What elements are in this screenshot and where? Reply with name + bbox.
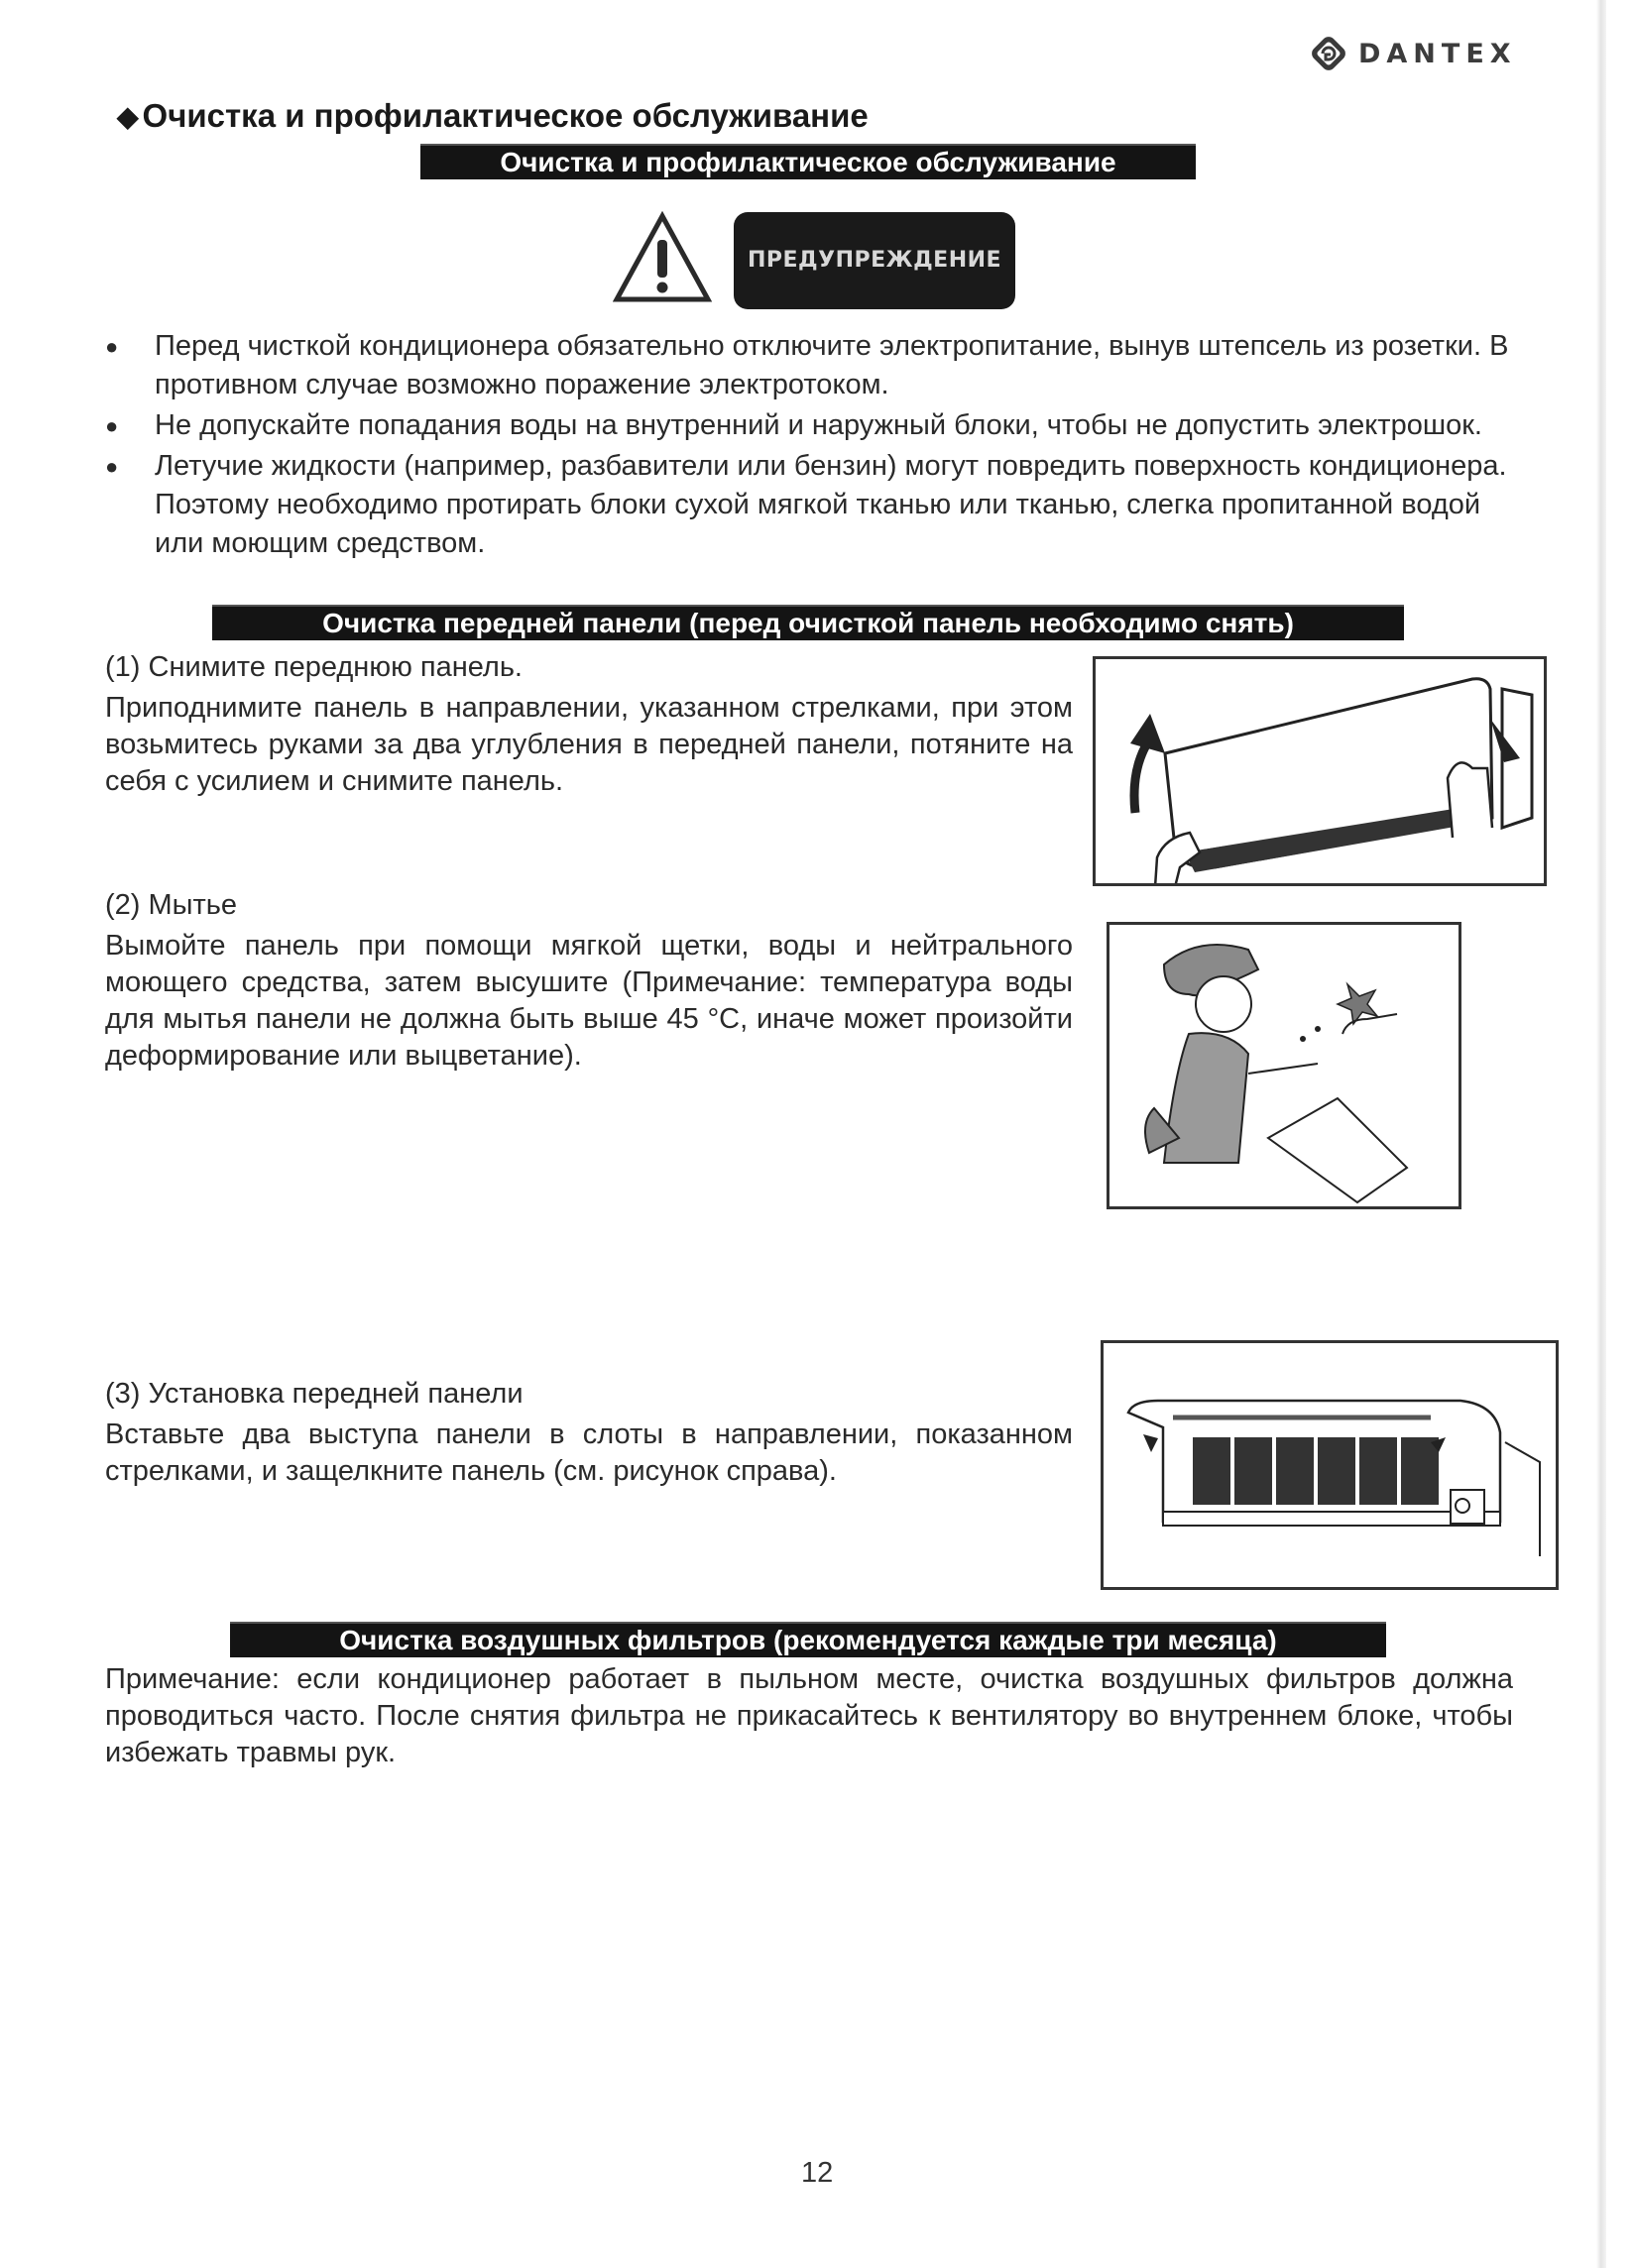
- step-heading: (3) Установка передней панели: [105, 1378, 524, 1410]
- step-heading: (2) Мытье: [105, 889, 238, 921]
- step-install-panel: [105, 1376, 1073, 1490]
- page-number: 12: [801, 2157, 834, 2189]
- dantex-logo-icon: [1307, 32, 1350, 75]
- page-title-text: Очистка и профилактическое обслуживание: [142, 97, 869, 134]
- bullet-dot-icon: ●: [105, 334, 119, 359]
- list-item: ● Перед чисткой кондиционера обязательно отключите электропитание, вынув штепсель из розетки. В противном случае возможно поражение электротоком.: [103, 327, 1511, 404]
- step-washing: [105, 887, 1073, 1075]
- warning-badge: ПРЕДУПРЕЖДЕНИЕ: [734, 212, 1015, 309]
- step-remove-panel: [105, 649, 1073, 800]
- section-bar-maintenance: Очистка и профилактическое обслуживание: [420, 144, 1196, 179]
- warning-block: [613, 210, 1015, 310]
- air-filters-note: Примечание: если кондиционер работает в пыльном месте, очистка воздушных фильтров должна проводиться часто. После снятия фильтра не прикасайтесь к вентилятору во внутреннем блоке, чтобы избежать травмы рук.: [105, 1663, 1513, 1768]
- washing-panel-illustration: [1107, 922, 1461, 1209]
- warning-list: [103, 327, 1511, 564]
- step-heading: (1) Снимите переднюю панель.: [105, 651, 523, 683]
- brand-logo: [1307, 32, 1517, 75]
- list-item: ● Летучие жидкости (например, разбавители или бензин) могут повредить поверхность кондиционера. Поэтому необходимо протирать блоки сухой мягкой тканью или тканью, слегка пропитанной водой или моющим средством.: [103, 447, 1511, 563]
- section-bar-air-filters: Очистка воздушных фильтров (рекомендуется каждые три месяца): [230, 1622, 1386, 1657]
- remove-front-panel-illustration: [1093, 656, 1547, 886]
- warning-triangle-icon: [613, 210, 712, 310]
- page-edge: [1596, 0, 1606, 2268]
- step-body: Вымойте панель при помощи мягкой щетки, воды и нейтрального моющего средства, затем высушите (Примечание: температура воды для мытья панели не должна быть выше 45 °C, иначе может произойти деформирование или выцветание).: [105, 930, 1073, 1072]
- page-title: [117, 97, 869, 135]
- brand-name: DANTEX: [1358, 38, 1517, 69]
- step-body: Приподнимите панель в направлении, указанном стрелками, при этом возьмитесь руками за два углубления в передней панели, потяните на себя с усилием и снимите панель.: [105, 692, 1073, 797]
- install-front-panel-illustration: [1101, 1340, 1559, 1590]
- section-bar-front-panel: Очистка передней панели (перед очисткой панель необходимо снять): [212, 605, 1404, 640]
- list-item: ● Не допускайте попадания воды на внутренний и наружный блоки, чтобы не допустить электрошок.: [103, 406, 1511, 445]
- bullet-dot-icon: ●: [105, 454, 119, 479]
- bullet-dot-icon: ●: [105, 413, 119, 438]
- step-body: Вставьте два выступа панели в слоты в направлении, показанном стрелками, и защелкните панель (см. рисунок справа).: [105, 1418, 1073, 1487]
- diamond-bullet-icon: ◆: [117, 100, 139, 132]
